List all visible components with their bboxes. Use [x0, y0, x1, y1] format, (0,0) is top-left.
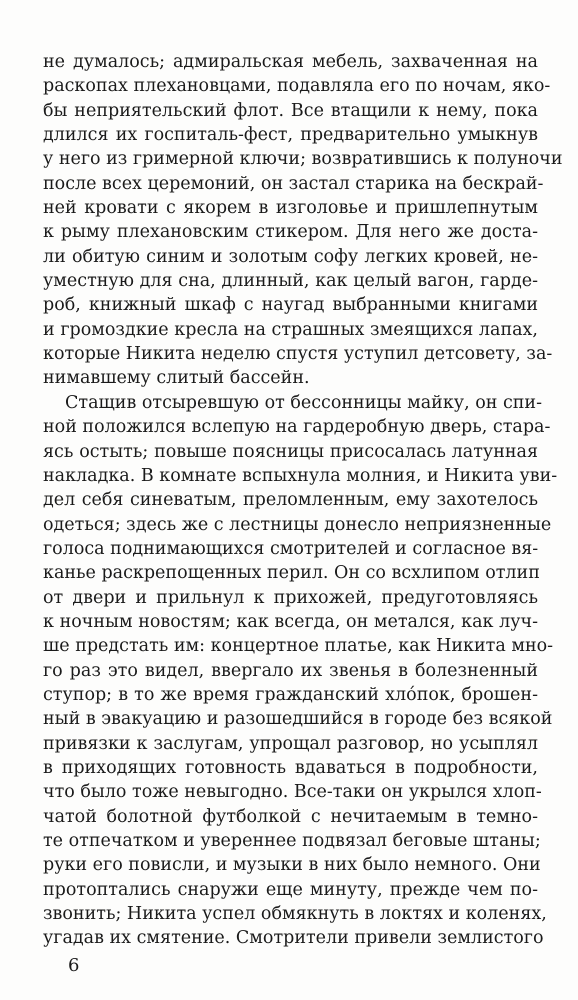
- text-line: ли обитую синим и золотым софу легких кровей, не-: [43, 246, 538, 267]
- text-line: накладка. В комнате вспыхнула молния, и Никита уви-: [43, 465, 558, 486]
- text-line: ной положился вслепую на гардеробную дверь, стара-: [43, 417, 551, 438]
- paragraph: [43, 391, 558, 951]
- text-line: протоптались снаружи еще минуту, прежде чем по-: [43, 879, 538, 900]
- text-line: дел себя синеватым, преломленным, ему захотелось: [43, 490, 538, 511]
- text-line: чатой болотной футболкой с нечитаемым в темно-: [43, 806, 538, 827]
- text-line: ступор; в то же время гражданский хло́пок, брошен-: [43, 684, 538, 705]
- text-line: к рыму плехановским стикером. Для него же доста-: [43, 222, 538, 243]
- text-line: нимавшему слитый бассейн.: [43, 368, 310, 389]
- text-line: ясь остыть; повыше поясницы присосалась латунная: [43, 441, 538, 462]
- text-line: Стащив отсыревшую от бессонницы майку, он спи-: [65, 392, 542, 413]
- text-line: канье раскрепощенных перил. Он со всхлипом отлип: [43, 563, 540, 584]
- text-line: после всех церемоний, он застал старика на бескрай-: [43, 173, 544, 194]
- page-number: 6: [68, 955, 80, 976]
- text-line: ней кровати с якорем в изголовье и пришлепнутым: [43, 198, 538, 219]
- text-line: привязки к заслугам, упрощал разговор, но усыплял: [43, 733, 538, 754]
- text-line: и громоздкие кресла на страшных змеящихся лапах,: [43, 319, 538, 340]
- text-line: звонить; Никита успел обмякнуть в локтях и коленях,: [43, 904, 547, 925]
- text-line: те отпечатком и увереннее подвязал беговые штаны;: [43, 831, 541, 851]
- text-line: руки его повисли, и музыки в них было немного. Они: [43, 855, 541, 876]
- text-line: уместную для сна, длинный, как целый вагон, гарде-: [43, 271, 538, 292]
- text-line: не думалось; адмиральская мебель, захваченная на: [43, 52, 538, 72]
- text-line: го раз это видел, ввергало их звенья в болезненный: [43, 660, 538, 681]
- text-line: раскопах плехановцами, подавляла его по ночам, яко-: [43, 76, 551, 97]
- text-line: в приходящих готовность вдаваться в подробности,: [43, 757, 538, 778]
- text-line: к ночным новостям; как всегда, он метался, как луч-: [43, 611, 538, 632]
- text-line: угадав их смятение. Смотрители привели землистого: [43, 928, 544, 949]
- text-line: роб, книжный шкаф с наугад выбранными книгами: [43, 295, 538, 316]
- paragraph: [43, 50, 563, 391]
- text-line: от двери и прильнул к прихожей, предуготовляясь: [43, 587, 538, 608]
- text-line: бы неприятельский флот. Все втащили к нему, пока: [43, 100, 538, 121]
- text-line: которые Никита неделю спустя уступил детсовету, за-: [43, 344, 553, 365]
- text-line: одеться; здесь же с лестницы донесло неприязненные: [43, 514, 552, 535]
- body-text: [43, 50, 563, 951]
- text-line: голоса поднимающихся смотрителей и согласное вя-: [43, 538, 539, 559]
- text-line: что было тоже невыгодно. Все-таки он укрылся хлоп-: [43, 782, 542, 803]
- text-line: у него из гримерной ключи; возвратившись к полуночи: [43, 149, 563, 170]
- text-line: ный в эвакуацию и разошедшийся в городе без всякой: [43, 709, 553, 730]
- text-line: длился их госпиталь-фест, предварительно умыкнув: [43, 125, 538, 146]
- text-line: ше предстать им: концертное платье, как Никита мно-: [43, 636, 554, 657]
